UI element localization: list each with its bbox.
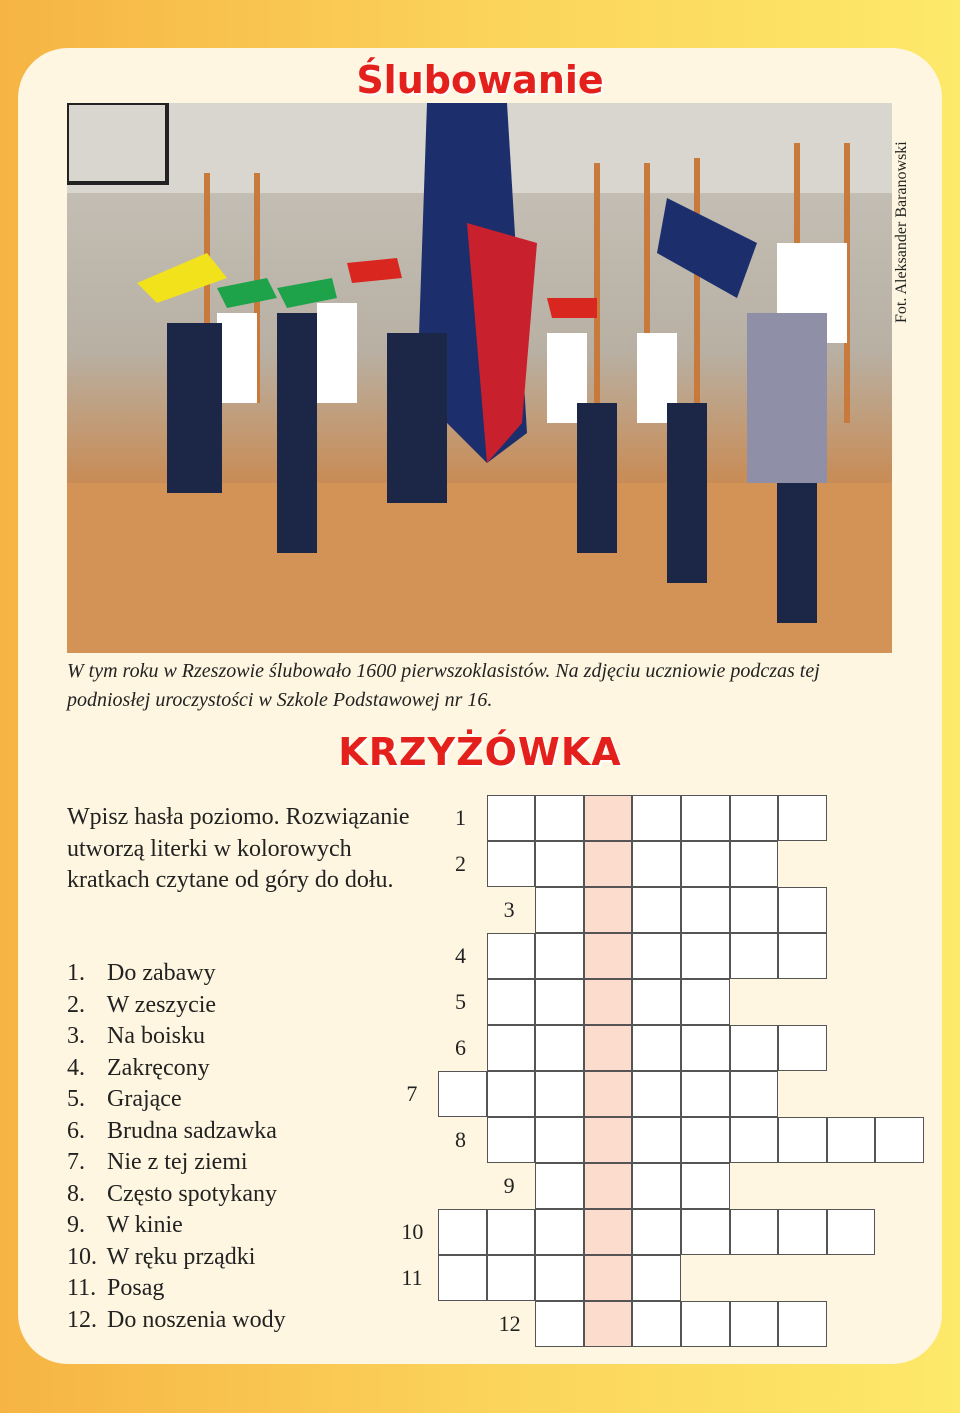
solution-cell[interactable] xyxy=(584,1025,633,1071)
crossword-cell[interactable] xyxy=(681,979,730,1025)
crossword-cell[interactable] xyxy=(778,1209,827,1255)
crossword-cell[interactable] xyxy=(681,1301,730,1347)
clue-number: 1. xyxy=(67,960,85,986)
row-number: 9 xyxy=(503,1173,515,1198)
clue-text: Posag xyxy=(101,1275,165,1301)
photo-illustration xyxy=(67,103,892,653)
clue-number: 7. xyxy=(67,1149,85,1175)
clue-item xyxy=(67,958,286,990)
solution-cell[interactable] xyxy=(584,979,633,1025)
clue-item xyxy=(67,1273,286,1305)
crossword-cell[interactable] xyxy=(778,933,827,979)
crossword-cell[interactable] xyxy=(730,1209,779,1255)
page-title: Ślubowanie xyxy=(356,58,604,102)
crossword-cell[interactable] xyxy=(438,1255,487,1301)
crossword-cell[interactable] xyxy=(730,1071,779,1117)
crossword-instructions: Wpisz hasła poziomo. Rozwiązanie utworzą literki w kolorowych kratkach czytane od góry do dołu. xyxy=(67,804,410,893)
crossword-cell[interactable] xyxy=(730,887,779,933)
clue-number: 6. xyxy=(67,1117,85,1144)
crossword-cell[interactable] xyxy=(730,795,779,841)
clue-number: 8. xyxy=(67,1180,85,1207)
clue-item xyxy=(67,1116,286,1148)
crossword-cell[interactable] xyxy=(632,1163,681,1209)
crossword-cell[interactable] xyxy=(535,933,584,979)
clue-number: 2. xyxy=(67,991,85,1018)
clue-number: 12. xyxy=(67,1306,97,1333)
crossword-cell[interactable] xyxy=(487,795,536,841)
crossword-cell[interactable] xyxy=(827,1209,876,1255)
crossword-cell[interactable] xyxy=(632,1209,681,1255)
crossword-cell[interactable] xyxy=(487,1255,536,1301)
clue-number: 9. xyxy=(67,1212,85,1238)
crossword-cell[interactable] xyxy=(487,841,536,887)
crossword-cell[interactable] xyxy=(487,1209,536,1255)
crossword-cell[interactable] xyxy=(535,795,584,841)
clue-item xyxy=(67,1305,286,1337)
crossword-cell[interactable] xyxy=(487,1117,536,1163)
crossword-cell[interactable] xyxy=(535,1117,584,1163)
crossword-cell[interactable] xyxy=(730,1025,779,1071)
ceremony-photo xyxy=(67,103,892,653)
clue-text: Do noszenia wody xyxy=(101,1306,286,1333)
solution-cell[interactable] xyxy=(584,1301,633,1347)
row-number: 5 xyxy=(455,989,466,1014)
crossword-cell[interactable] xyxy=(681,795,730,841)
clue-text: W ręku prządki xyxy=(101,1243,256,1270)
crossword-cell[interactable] xyxy=(681,1071,730,1117)
crossword-cell[interactable] xyxy=(632,795,681,841)
clue-number: 3. xyxy=(67,1023,85,1049)
photo-caption: W tym roku w Rzeszowie ślubowało 1600 pierwszoklasistów. Na zdjęciu uczniowie podczas tej podniosłej uroczystości w Szkole Podstawowej nr 16. xyxy=(67,660,820,711)
row-number: 7 xyxy=(406,1081,418,1106)
crossword-cell[interactable] xyxy=(778,795,827,841)
crossword-cell[interactable] xyxy=(632,1025,681,1071)
clue-number: 11. xyxy=(67,1275,97,1301)
solution-cell[interactable] xyxy=(584,1163,633,1209)
crossword-cell[interactable] xyxy=(632,1117,681,1163)
clue-list xyxy=(67,958,286,1336)
crossword-cell[interactable] xyxy=(730,933,779,979)
row-number: 12 xyxy=(498,1311,521,1336)
crossword-cell[interactable] xyxy=(535,841,584,887)
crossword-cell[interactable] xyxy=(778,1301,827,1347)
clue-item xyxy=(67,1084,286,1116)
crossword-cell[interactable] xyxy=(681,933,730,979)
row-number: 6 xyxy=(455,1035,466,1060)
crossword-cell[interactable] xyxy=(632,979,681,1025)
solution-cell[interactable] xyxy=(584,887,633,933)
crossword-cell[interactable] xyxy=(632,1301,681,1347)
crossword-cell[interactable] xyxy=(730,1301,779,1347)
crossword-cell[interactable] xyxy=(730,841,779,887)
solution-cell[interactable] xyxy=(584,841,633,887)
clue-item xyxy=(67,1210,286,1242)
crossword-cell[interactable] xyxy=(827,1117,876,1163)
clue-number: 5. xyxy=(67,1086,85,1112)
crossword-cell[interactable] xyxy=(487,979,536,1025)
clue-text: Do zabawy xyxy=(101,960,216,986)
row-number: 10 xyxy=(401,1219,424,1244)
row-number: 11 xyxy=(401,1265,423,1290)
clue-number: 4. xyxy=(67,1054,85,1081)
crossword-cell[interactable] xyxy=(632,887,681,933)
crossword-cell[interactable] xyxy=(632,1255,681,1301)
crossword-cell[interactable] xyxy=(535,1301,584,1347)
photo-credit: Fot. Aleksander Baranowski xyxy=(893,141,910,323)
solution-cell[interactable] xyxy=(584,1117,633,1163)
clue-text: Często spotykany xyxy=(101,1180,277,1207)
crossword-cell[interactable] xyxy=(632,933,681,979)
row-number: 1 xyxy=(455,805,466,830)
solution-cell[interactable] xyxy=(584,795,633,841)
row-number: 2 xyxy=(455,851,466,876)
crossword-cell[interactable] xyxy=(681,1025,730,1071)
solution-cell[interactable] xyxy=(584,933,633,979)
crossword-cell[interactable] xyxy=(681,1163,730,1209)
crossword-cell[interactable] xyxy=(632,841,681,887)
clue-item xyxy=(67,1242,286,1274)
crossword-cell[interactable] xyxy=(681,1209,730,1255)
crossword-cell[interactable] xyxy=(875,1117,924,1163)
clue-text: Na boisku xyxy=(101,1023,205,1049)
clue-item xyxy=(67,1021,286,1053)
crossword-cell[interactable] xyxy=(778,887,827,933)
crossword-cell[interactable] xyxy=(778,1025,827,1071)
clue-text: Nie z tej ziemi xyxy=(101,1149,248,1175)
crossword-cell[interactable] xyxy=(632,1071,681,1117)
clue-item xyxy=(67,1053,286,1085)
crossword-cell[interactable] xyxy=(778,1117,827,1163)
clue-text: W kinie xyxy=(101,1212,183,1238)
crossword-cell[interactable] xyxy=(535,1255,584,1301)
row-number: 8 xyxy=(455,1127,466,1152)
crossword-cell[interactable] xyxy=(730,1117,779,1163)
crossword-cell[interactable] xyxy=(681,841,730,887)
solution-cell[interactable] xyxy=(584,1071,633,1117)
crossword-cell[interactable] xyxy=(535,1071,584,1117)
clue-text: W zeszycie xyxy=(101,991,217,1018)
solution-cell[interactable] xyxy=(584,1255,633,1301)
crossword-cell[interactable] xyxy=(438,1071,487,1117)
crossword-cell[interactable] xyxy=(535,887,584,933)
crossword-cell[interactable] xyxy=(438,1209,487,1255)
clue-text: Brudna sadzawka xyxy=(101,1117,277,1144)
crossword-cell[interactable] xyxy=(535,1163,584,1209)
clue-text: Grające xyxy=(101,1086,182,1112)
crossword-cell[interactable] xyxy=(535,1209,584,1255)
crossword-cell[interactable] xyxy=(535,1025,584,1071)
clue-item xyxy=(67,1147,286,1179)
solution-cell[interactable] xyxy=(584,1209,633,1255)
row-number: 3 xyxy=(503,897,515,922)
crossword-cell[interactable] xyxy=(487,1071,536,1117)
crossword-cell[interactable] xyxy=(487,1025,536,1071)
row-number: 4 xyxy=(455,943,466,968)
clue-text: Zakręcony xyxy=(101,1054,210,1081)
clue-item xyxy=(67,1179,286,1211)
crossword-cell[interactable] xyxy=(487,933,536,979)
crossword-cell[interactable] xyxy=(681,1117,730,1163)
crossword-cell[interactable] xyxy=(681,887,730,933)
clue-number: 10. xyxy=(67,1243,97,1270)
clue-item xyxy=(67,990,286,1022)
crossword-cell[interactable] xyxy=(535,979,584,1025)
crossword-title: KRZYŻÓWKA xyxy=(338,730,622,774)
